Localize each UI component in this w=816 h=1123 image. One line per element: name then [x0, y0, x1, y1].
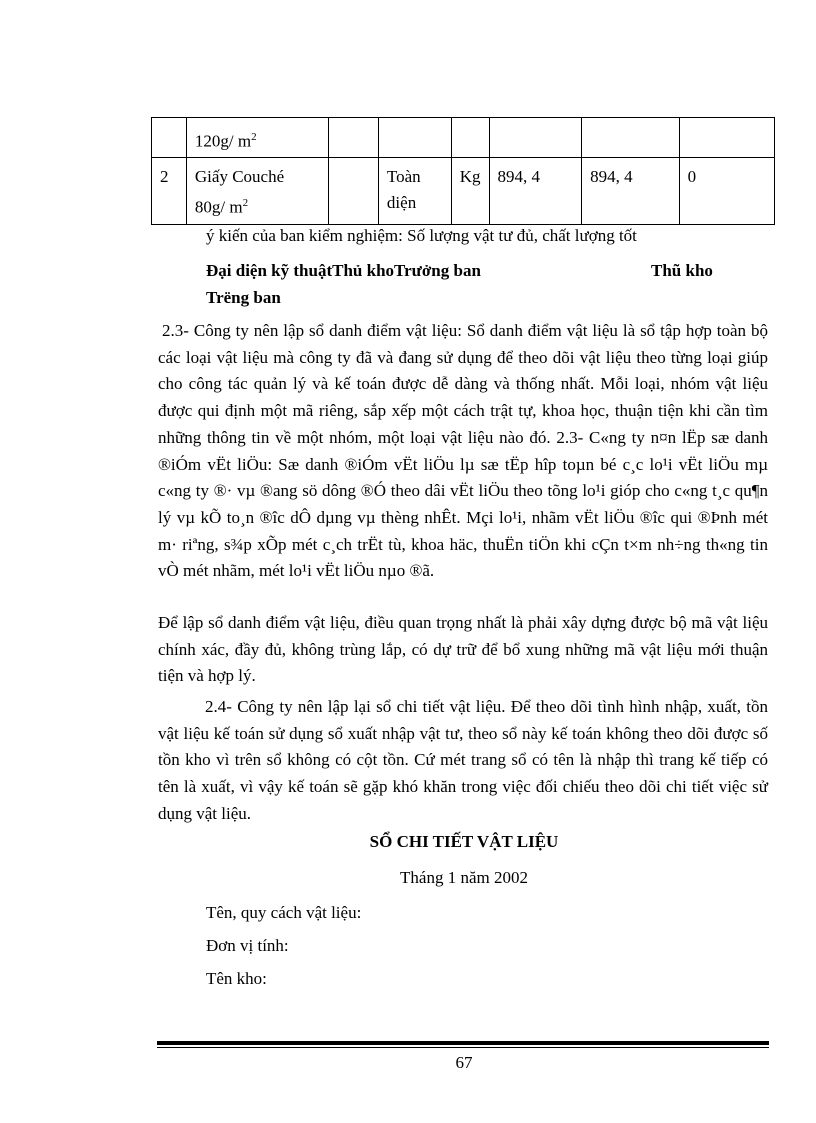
signature-head-2: Trëng ban [206, 288, 281, 307]
table-row [152, 157, 775, 224]
paragraph-material-code: Để lập sổ danh điểm vật liệu, điều quan trọng nhất là phải xây dựng được bộ mã vật liệu chính xác, đầy đủ, không trùng lắp, có dự trữ để bổ xung những mã vật liệu mới thuận tiện và hợp lý. [158, 613, 768, 686]
table-cell: 2 [152, 157, 187, 224]
table-cell [679, 118, 774, 158]
page-number: 67 [455, 1053, 473, 1072]
table-cell [489, 118, 582, 158]
table-cell [582, 118, 680, 158]
inspection-table [151, 117, 775, 225]
material-name: Giấy Couché [194, 166, 285, 186]
table-cell: 120g/ $m^2$ [186, 118, 328, 158]
table-cell: Giấy Couché 80g/ $m^2$ [186, 157, 328, 224]
table-cell: Toàn diện [378, 157, 451, 224]
material-spec: 80g/ m [194, 197, 243, 217]
ledger-subtitle: Tháng 1 năm 2002 [400, 868, 528, 887]
signature-storekeeper: Thủ kho [332, 261, 395, 280]
signature-storekeeper-2: Thũ kho [651, 261, 713, 280]
footer-rule-thin [157, 1047, 769, 1048]
ledger-field-material: Tên, quy cách vật liệu: [206, 903, 362, 922]
ledger-field-warehouse: Tên kho: [206, 969, 267, 988]
table-cell: Kg [451, 157, 489, 224]
ledger-field-unit: Đơn vị tính: [206, 936, 289, 955]
signature-line [206, 261, 481, 281]
ledger-title: SỔ CHI TIẾT VẬT LIỆU [369, 832, 559, 851]
table-cell: 894, 4 [489, 157, 582, 224]
table-cell: 894, 4 [582, 157, 680, 224]
paragraph-2-3: 2.3- Công ty nên lập sổ danh điểm vật liệu: Sổ danh điểm vật liệu là sổ tập hợp toàn bộ các loại vật liệu mà công ty đã và đang sử dụng để theo dõi vật liệu theo từng loại giúp cho công tác quản lý và kế toán được dễ dàng và thống nhất. Mỗi loại, nhóm vật liệu được qui định một mã riêng, sắp xếp một cách trật tự, khoa học, thuận tiện khi cần tìm những thông tin về một nhóm, một loại vật liệu nào đó. 2.3- C«ng ty n¤n lËp sæ danh ®iÓm vËt liÖu: Sæ danh ®iÓm vËt liÖu lµ sæ tËp hîp toµn bé c¸c lo¹i vËt liÖu mµ c«ng ty ®· vµ ®ang sö dông ®Ó theo dâi vËt liÖu theo tõng lo¹i gióp cho c«ng t¸c qu¶n lý vµ kÕ to¸n ®îc dÔ dµng vµ thèng nhÊt. Mçi lo¹i, nhãm vËt liÖu ®îc qui ®Þnh mét m· riªng, s¾p xÕp mét c¸ch trËt tù, khoa häc, thuËn tiÖn khi cÇn t×m nh÷ng th«ng tin vÒ mét nhãm, mét lo¹i vËt liÖu nµo ®ã. [158, 321, 768, 581]
table-cell [378, 118, 451, 158]
signature-head: Trưởng ban [394, 261, 481, 280]
table-cell [329, 118, 379, 158]
table-cell: 0 [679, 157, 774, 224]
footer-rule-thick [157, 1041, 769, 1045]
table-cell [329, 157, 379, 224]
signature-technical: Đại diện kỹ thuật [206, 261, 333, 280]
paragraph-2-4: 2.4- Công ty nên lập lại sổ chi tiết vật liệu. Để theo dõi tình hình nhập, xuất, tồn vật liệu kế toán sử dụng sổ xuất nhập vật tư, theo sổ này kế toán không theo dõi được số tồn kho vì trên sổ không có cột tồn. Cứ mét trang sổ có tên là nhập thì trang kế tiếp có tên là xuất, vì vậy kế toán sẽ gặp khó khăn trong việc đối chiếu theo dõi chi tiết việc sử dụng vật liệu. [158, 697, 768, 823]
table-row [152, 118, 775, 158]
table-cell [451, 118, 489, 158]
table-cell [152, 118, 187, 158]
inspection-opinion: ý kiến của ban kiểm nghiệm: Số lượng vật tư đủ, chất lượng tốt [206, 226, 637, 245]
